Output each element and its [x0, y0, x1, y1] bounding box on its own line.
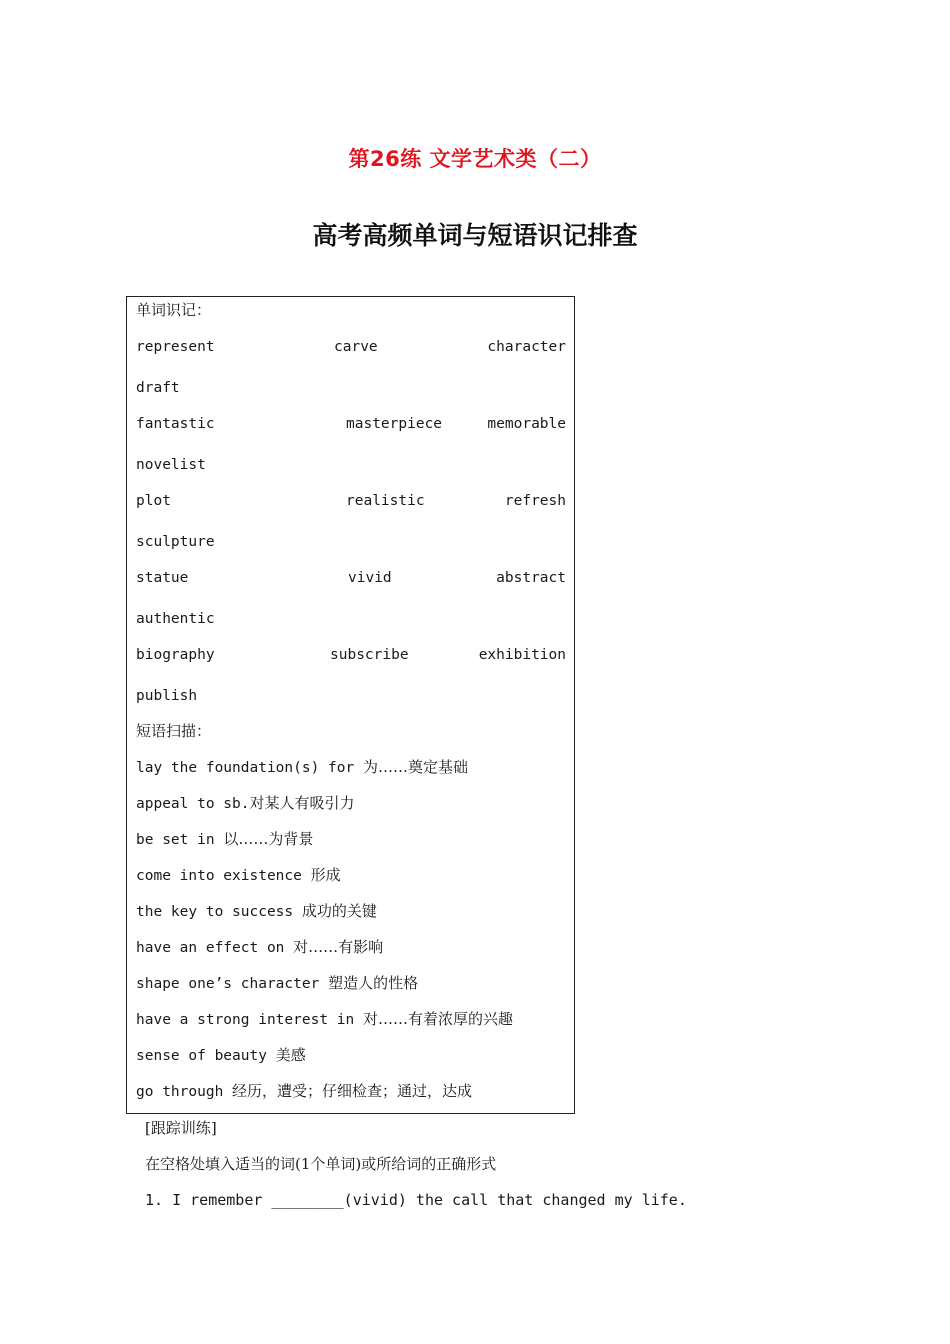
- word-item: fantastic: [136, 416, 215, 432]
- phrase-item: [136, 829, 313, 850]
- phrase-zh: 塑造人的性格: [328, 974, 419, 992]
- word-item: novelist: [136, 457, 206, 473]
- phrase-item: [136, 1009, 513, 1030]
- phrase-en: shape one’s character: [136, 976, 329, 992]
- word-item: statue: [136, 570, 189, 586]
- phrase-zh: 美感: [275, 1046, 306, 1064]
- phrase-zh: 经历，遭受；仔细检查；通过，达成: [232, 1082, 473, 1100]
- phrase-en: sense of beauty: [136, 1048, 276, 1064]
- word-item: realistic: [346, 493, 425, 509]
- word-item: exhibition: [478, 647, 566, 663]
- word-item: carve: [334, 339, 378, 355]
- phrase-zh: 成功的关键: [301, 902, 377, 920]
- phrase-en: appeal to sb.: [136, 796, 250, 812]
- phrase-zh: 为……奠定基础: [362, 758, 468, 776]
- phrase-zh: 以……为背景: [223, 830, 314, 848]
- phrase-en: come into existence: [136, 868, 311, 884]
- phrase-zh: 对……有着浓厚的兴趣: [362, 1010, 513, 1028]
- word-item: plot: [136, 493, 171, 509]
- phrase-item: [136, 793, 355, 814]
- phrase-item: [136, 1081, 472, 1102]
- word-item: represent: [136, 339, 215, 355]
- word-item: refresh: [504, 493, 566, 509]
- phrase-en: go through: [136, 1084, 233, 1100]
- word-item: draft: [136, 380, 180, 396]
- phrase-item: [136, 937, 383, 958]
- phrase-item: [136, 865, 341, 886]
- word-item: masterpiece: [346, 416, 443, 432]
- word-item: biography: [136, 647, 215, 663]
- page-title: 高考高频单词与短语识记排查: [312, 221, 638, 250]
- exercise-instruction: 在空格处填入适当的词(1个单词)或所给词的正确形式: [145, 1155, 497, 1173]
- phrase-en: have a strong interest in: [136, 1012, 363, 1028]
- phrase-item: [136, 901, 377, 922]
- phrase-en: have an effect on: [136, 940, 294, 956]
- word-item: vivid: [348, 570, 392, 586]
- word-item: subscribe: [330, 647, 409, 663]
- phrase-en: lay the foundation(s) for: [136, 760, 363, 776]
- phrases-heading: 短语扫描：: [136, 722, 212, 740]
- phrase-zh: 对……有影响: [293, 938, 384, 956]
- word-item: memorable: [487, 416, 566, 432]
- word-item: sculpture: [136, 534, 215, 550]
- lesson-title: 第26练 文学艺术类（二）: [348, 147, 602, 171]
- phrase-item: [136, 973, 418, 994]
- exercise-heading: [跟踪训练]: [145, 1119, 217, 1137]
- phrase-zh: 对某人有吸引力: [249, 794, 355, 812]
- phrase-en: be set in: [136, 832, 224, 848]
- word-item: character: [487, 339, 566, 355]
- phrase-en: the key to success: [136, 904, 302, 920]
- word-item: authentic: [136, 611, 215, 627]
- exercise-question-1: 1. I remember ________(vivid) the call that changed my life.: [145, 1191, 687, 1209]
- word-item: publish: [136, 688, 198, 704]
- words-heading: 单词识记：: [136, 301, 212, 319]
- word-item: abstract: [496, 570, 566, 586]
- phrase-item: [136, 1045, 306, 1066]
- phrase-item: [136, 757, 468, 778]
- vocabulary-box: [126, 296, 575, 1114]
- phrase-zh: 形成: [310, 866, 341, 884]
